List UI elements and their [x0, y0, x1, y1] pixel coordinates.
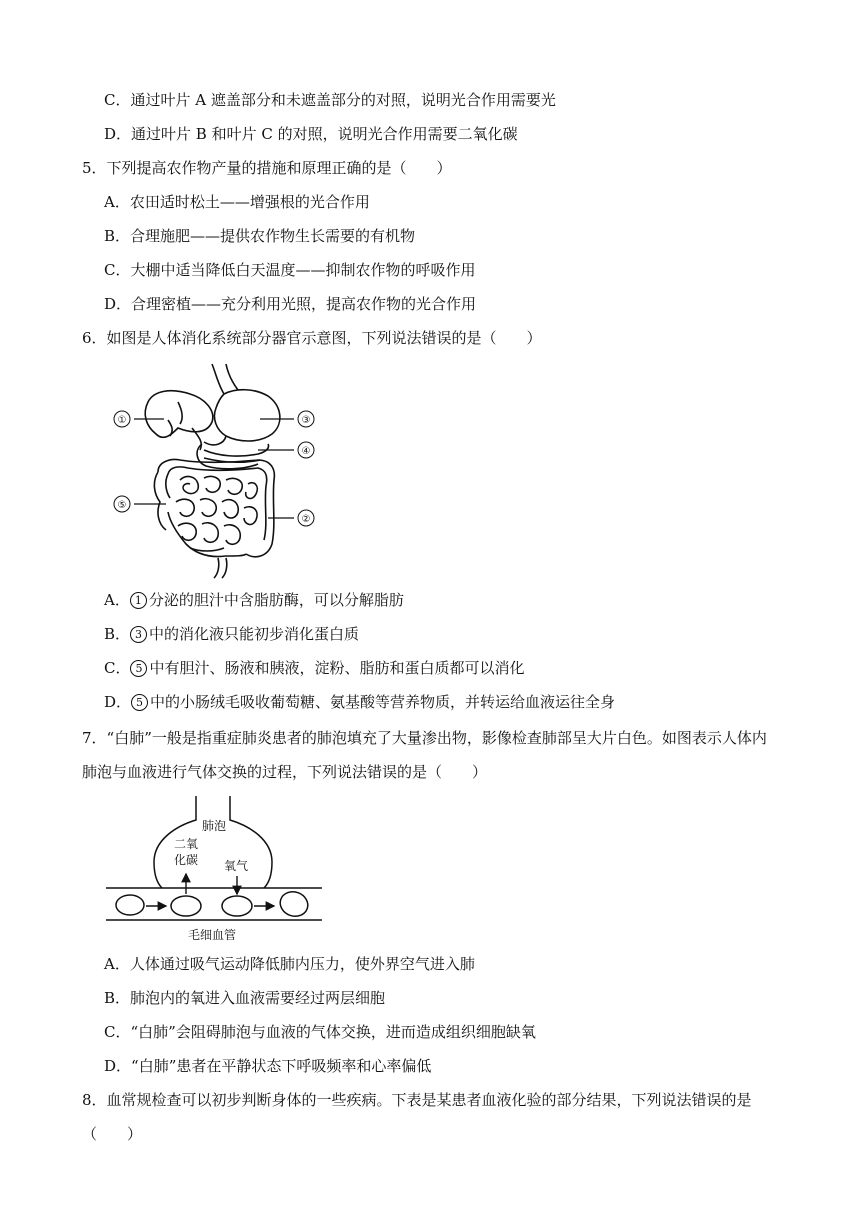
q7-stem-line2: 肺泡与血液进行气体交换的过程，下列说法错误的是（ ）: [82, 763, 488, 781]
q5-stem: 5．下列提高农作物产量的措施和原理正确的是（ ）: [82, 159, 452, 177]
q7-option-a: A．人体通过吸气运动降低肺内压力，使外界空气进入肺: [104, 955, 475, 973]
q4-option-c: C．通过叶片 A 遮盖部分和未遮盖部分的对照，说明光合作用需要光: [104, 91, 556, 109]
q6-stem: 6．如图是人体消化系统部分器官示意图，下列说法错误的是（ ）: [82, 329, 542, 347]
circled-number: 5: [130, 660, 147, 677]
figure-label-4: ④: [301, 446, 311, 457]
option-letter: B．: [104, 625, 131, 643]
q7-stem-line1: 7．“白肺”一般是指重症肺炎患者的肺泡填充了大量渗出物，影像检查肺部呈大片白色。如图表示人体内: [82, 729, 767, 747]
circled-number: 5: [131, 694, 148, 711]
q6-option-c: [104, 658, 525, 678]
capillary-label: 毛细血管: [188, 928, 237, 942]
q5-option-d: D．合理密植——充分利用光照，提高农作物的光合作用: [104, 295, 477, 313]
q5-option-a: A．农田适时松土——增强根的光合作用: [104, 193, 370, 211]
co2-label-line1: 二氧: [174, 837, 199, 851]
option-text: 中的小肠绒毛吸收葡萄糖、氨基酸等营养物质，并转运给血液运往全身: [150, 693, 616, 711]
circled-number: 3: [130, 626, 147, 643]
q5-option-b: B．合理施肥——提供农作物生长需要的有机物: [104, 227, 416, 245]
option-text: 中的消化液只能初步消化蛋白质: [149, 625, 360, 643]
q4-option-d: D．通过叶片 B 和叶片 C 的对照，说明光合作用需要二氧化碳: [104, 125, 518, 143]
option-text: 中有胆汁、肠液和胰液，淀粉、脂肪和蛋白质都可以消化: [149, 659, 525, 677]
figure-label-2: ②: [301, 514, 311, 525]
alveolus-label: 肺泡: [202, 819, 227, 833]
figure-label-3: ③: [301, 415, 311, 426]
option-letter: D．: [104, 693, 132, 711]
q5-option-c: C．大棚中适当降低白天温度——抑制农作物的呼吸作用: [104, 261, 476, 279]
q7-option-d: D．“白肺”患者在平静状态下呼吸频率和心率偏低: [104, 1057, 432, 1075]
q8-stem-line2: （ ）: [82, 1125, 143, 1143]
q8-stem-line1: 8．血常规检查可以初步判断身体的一些疾病。下表是某患者血液化验的部分结果，下列说法错误的是: [82, 1091, 752, 1109]
q7-option-c: C．“白肺”会阻碍肺泡与血液的气体交换，进而造成组织细胞缺氧: [104, 1023, 536, 1041]
digestive-system-figure: [108, 362, 328, 580]
q6-option-d: [104, 692, 615, 712]
circled-number: 1: [130, 592, 147, 609]
option-letter: C．: [104, 659, 131, 677]
gas-exchange-figure: [106, 796, 326, 946]
q6-option-a: [104, 590, 404, 610]
q6-option-b: [104, 624, 359, 644]
option-letter: A．: [104, 591, 130, 609]
option-text: 分泌的胆汁中含脂肪酶，可以分解脂肪: [148, 591, 404, 609]
q7-option-b: B．肺泡内的氧进入血液需要经过两层细胞: [104, 989, 386, 1007]
figure-label-5: ⑤: [117, 500, 127, 511]
oxygen-label: 氧气: [224, 859, 249, 873]
figure-label-1: ①: [117, 415, 127, 426]
co2-label-line2: 化碳: [174, 853, 199, 867]
